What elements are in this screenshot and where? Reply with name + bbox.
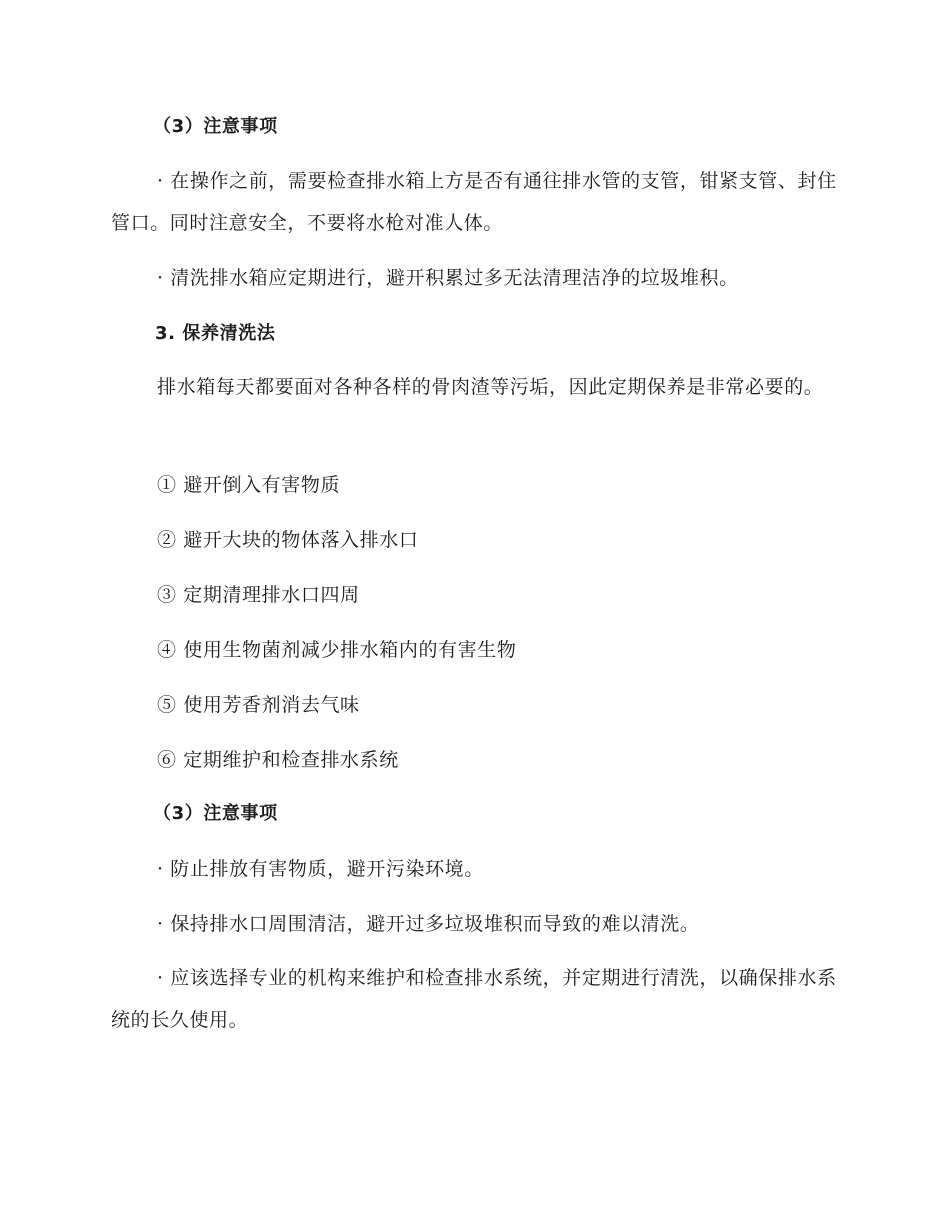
step-5: ⑤ 使用芳香剂消去气味 bbox=[157, 694, 360, 716]
section-3-heading: 3. 保养清洗法 bbox=[155, 323, 276, 344]
intro-paragraph: 排水箱每天都要面对各种各样的骨肉渣等污垢，因此定期保养是非常必要的。 bbox=[157, 376, 824, 398]
step-2: ② 避开大块的物体落入排水口 bbox=[157, 529, 419, 551]
bullet-1b: · 清洗排水箱应定期进行，避开积累过多无法清理洁净的垃圾堆积。 bbox=[157, 267, 739, 289]
heading-notes-2: （3）注意事项 bbox=[153, 803, 278, 824]
step-6: ⑥ 定期维护和检查排水系统 bbox=[157, 749, 399, 771]
bullet-1a: · 在操作之前，需要检查排水箱上方是否有通往排水管的支管，钳紧支管、封住管口。同时注意安全，不要将水枪对准人体。 bbox=[111, 170, 837, 234]
bullet-2c: · 应该选择专业的机构来维护和检查排水系统，并定期进行清洗，以确保排水系统的长久使用。 bbox=[111, 967, 837, 1031]
step-4: ④ 使用生物菌剂减少排水箱内的有害生物 bbox=[157, 639, 517, 661]
step-1: ① 避开倒入有害物质 bbox=[157, 474, 341, 496]
step-3: ③ 定期清理排水口四周 bbox=[157, 584, 360, 606]
heading-notes-1: （3）注意事项 bbox=[153, 116, 278, 137]
bullet-2b: · 保持排水口周围清洁，避开过多垃圾堆积而导致的难以清洗。 bbox=[157, 913, 700, 935]
bullet-2a: · 防止排放有害物质，避开污染环境。 bbox=[157, 858, 484, 880]
